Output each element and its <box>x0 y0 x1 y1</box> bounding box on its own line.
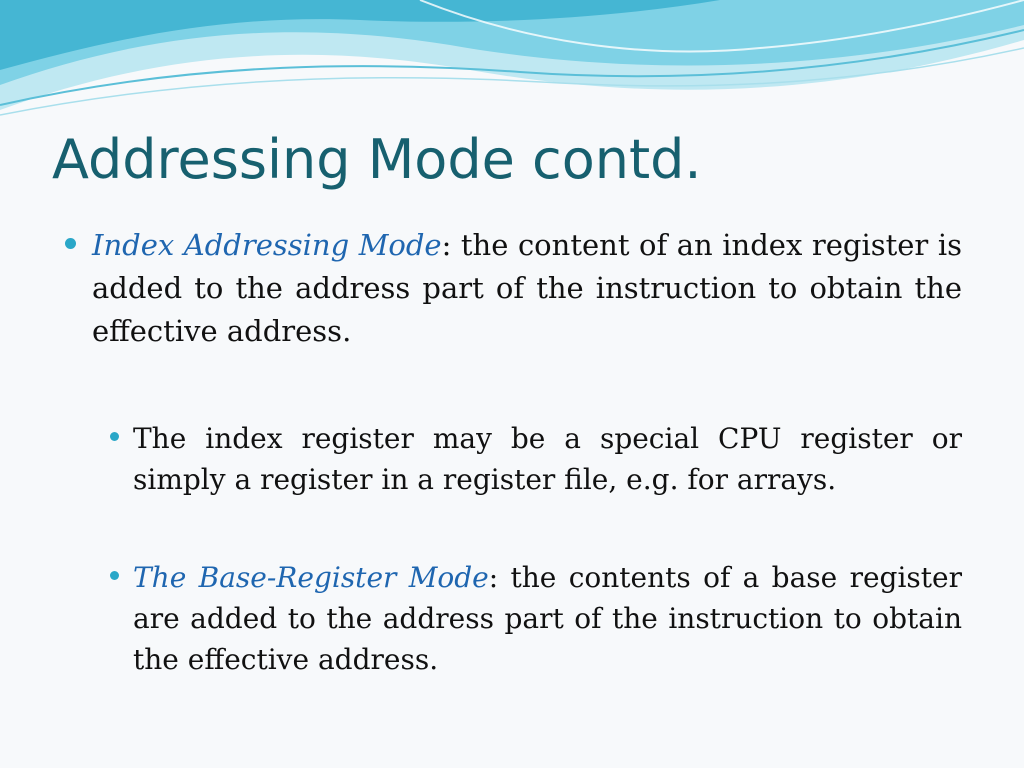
header-wave-decoration <box>0 0 1024 120</box>
bullet-index-addressing <box>92 224 962 353</box>
bullet-text: : the contents of a base register are added to the address part of the instruction to obtain the effective address. <box>133 561 962 676</box>
bullet-base-register-mode <box>133 557 962 680</box>
bullet-index-register-note <box>133 418 962 500</box>
sub-bullet-dot-icon <box>110 571 119 580</box>
bullet-text: The index register may be a special CPU register or simply a register in a register file, e.g. for arrays. <box>133 422 962 496</box>
term-base-register-mode: The Base-Register Mode <box>133 561 489 594</box>
term-index-addressing-mode: Index Addressing Mode <box>92 228 442 262</box>
sub-bullet-dot-icon <box>110 432 119 441</box>
slide-title: Addressing Mode contd. <box>52 128 702 191</box>
bullet-dot-icon <box>65 238 76 249</box>
bullet-text: : the content of an index register is added to the address part of the instruction to obtain the effective address. <box>92 228 963 348</box>
